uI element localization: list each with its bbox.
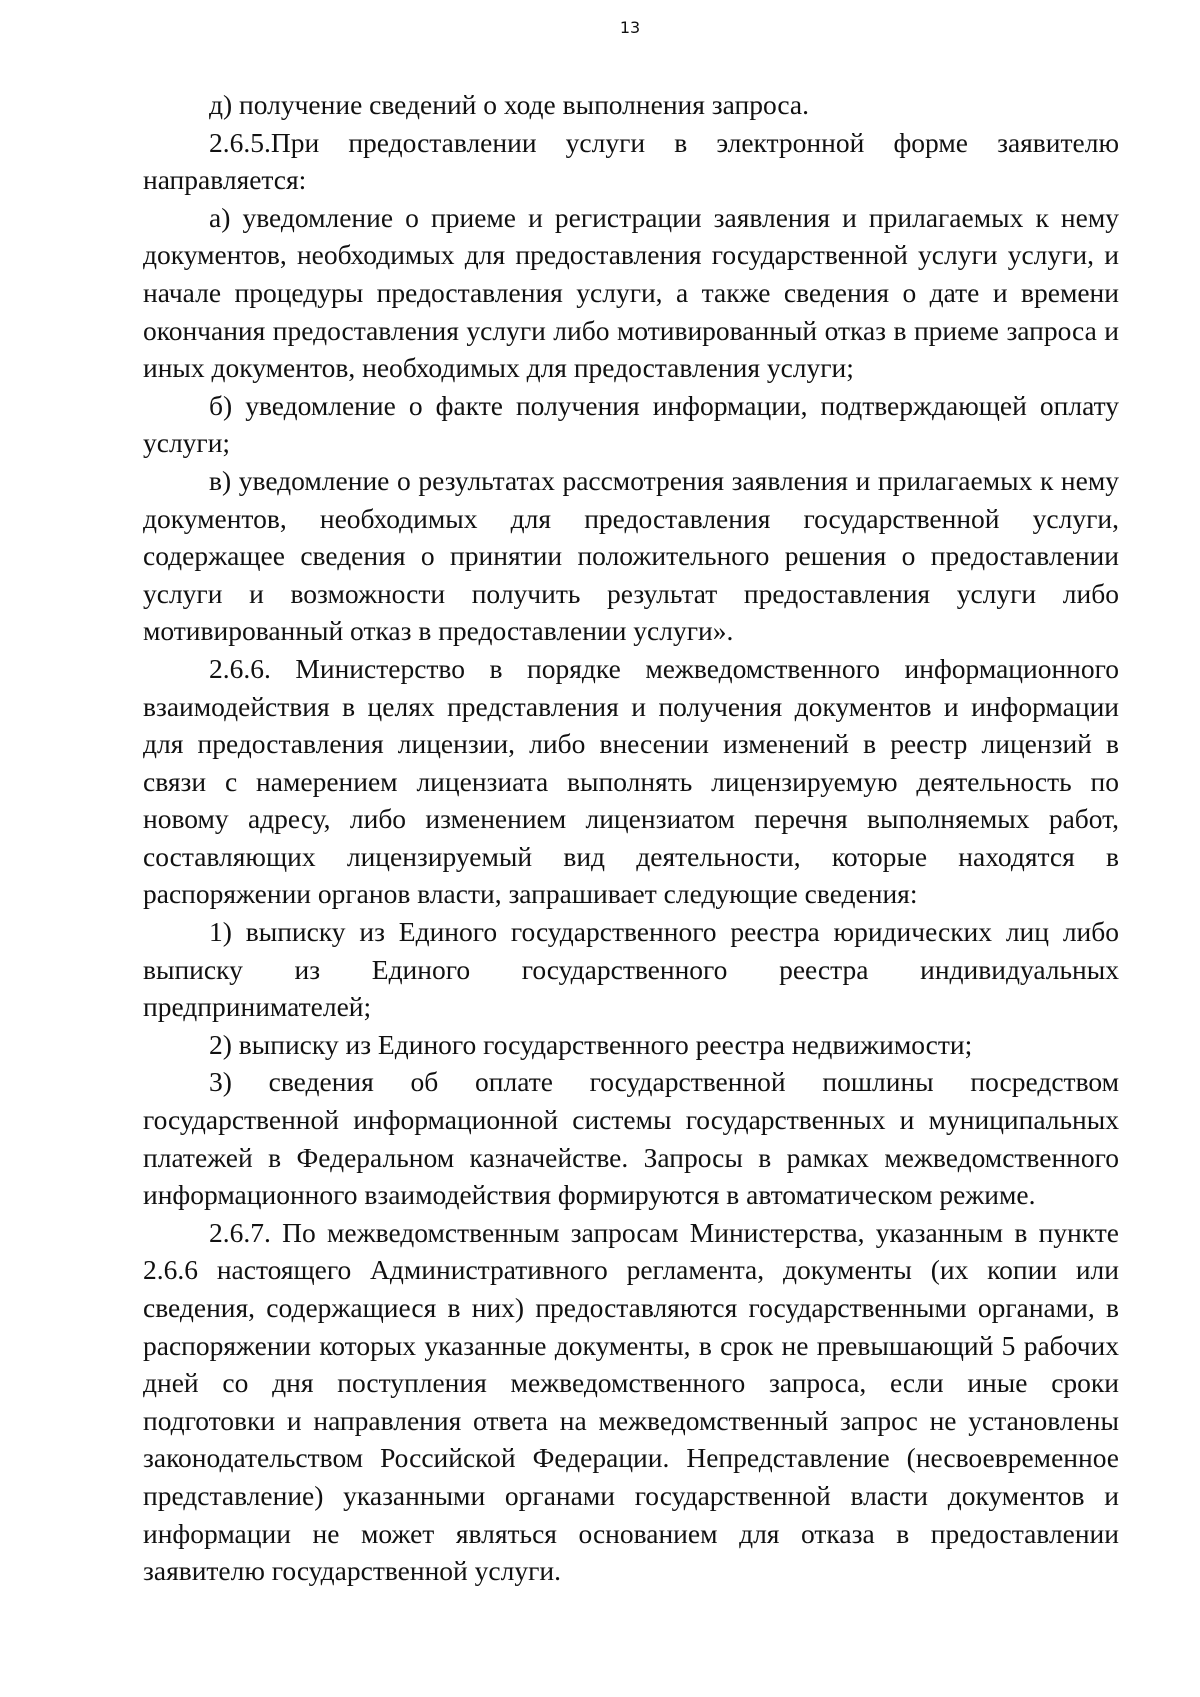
document-body (143, 86, 1119, 1590)
paragraph-2-6-7: 2.6.7. По межведомственным запросам Министерства, указанным в пункте 2.6.6 настоящего Административного регламента, документы (их копии или сведения, содержащиеся в них) предоставляются государственными органами, в распоряжении которых указанные документы, в срок не превышающий 5 рабочих дней со дня поступления межведомственного запроса, если иные сроки подготовки и направления ответа на межведомственный запрос не установлены законодательством Российской Федерации. Непредставление (несвоевременное представление) указанными органами государственной власти документов и информации не может являться основанием для отказа в предоставлении заявителю государственной услуги. (143, 1216, 1119, 1587)
paragraph-2-6-6-item-2: 2) выписку из Единого государственного реестра недвижимости; (209, 1028, 973, 1060)
paragraph-2-6-4-d: д) получение сведений о ходе выполнения запроса. (209, 89, 810, 120)
paragraph-2-6-5-v: в) уведомление о результатах рассмотрения заявления и прилагаемых к нему документов, необходимых для предоставления государственной услуги, содержащее сведения о принятии положительного решения о предоставлении услуги и возможности получить результат предоставления услуги либо мотивированный отказ в предоставлении услуги». (143, 464, 1119, 647)
paragraph-2-6-5-a: а) уведомление о приеме и регистрации заявления и прилагаемых к нему документов, необходимых для предоставления государственной услуги услуги, и начале процедуры предоставления услуги, а также сведения о дате и времени окончания предоставления услуги либо мотивированный отказ в приеме запроса и иных документов, необходимых для предоставления услуги; (143, 201, 1119, 384)
paragraph-2-6-6-item-1: 1) выписку из Единого государственного реестра юридических лиц либо выписку из Единого государственного реестра индивидуальных предпринимателей; (143, 916, 1119, 1023)
paragraph-2-6-5-b: б) уведомление о факте получения информации, подтверждающей оплату услуги; (143, 389, 1119, 459)
paragraph-2-6-6: 2.6.6. Министерство в порядке межведомственного информационного взаимодействия в целях представления и получения документов и информации для предоставления лицензии, либо внесении изменений в реестр лицензий в связи с намерением лицензиата выполнять лицензируемую деятельность по новому адресу, либо изменением лицензиатом перечня выполняемых работ, составляющих лицензируемый вид деятельности, которые находятся в распоряжении органов власти, запрашивает следующие сведения: (143, 652, 1119, 910)
paragraph-2-6-5: 2.6.5.При предоставлении услуги в электронной форме заявителю направляется: (143, 126, 1119, 196)
page-number: 13 (619, 18, 641, 37)
paragraph-2-6-6-item-3: 3) сведения об оплате государственной пошлины посредством государственной информационной системы государственных и муниципальных платежей в Федеральном казначействе. Запросы в рамках межведомственного информационного взаимодействия формируются в автоматическом режиме. (143, 1066, 1119, 1211)
